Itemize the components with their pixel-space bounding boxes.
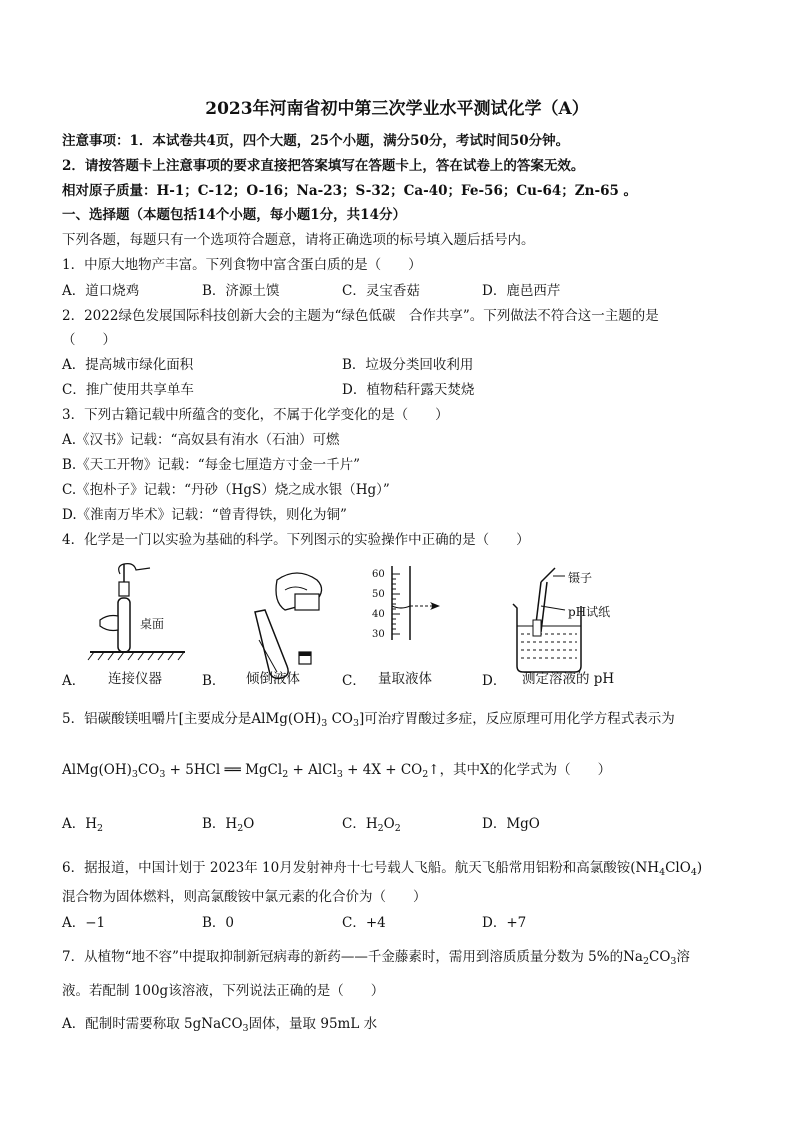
- q2-option-c: C．推广使用共享单车: [62, 382, 194, 398]
- caption-measure-liquid: 量取液体: [378, 671, 432, 687]
- q3-option-b: B.《天工开物》记载：“每金七厘造方寸金一千片”: [62, 457, 361, 473]
- q7-formula: $Na_2CO_3$: [623, 949, 677, 967]
- q5-formula: $AlMg(OH)_3$ $CO_3$: [251, 711, 359, 729]
- q6-formula: $(NH_4ClO_4)$: [630, 860, 703, 878]
- q6-option-a: A．−1: [62, 915, 106, 931]
- q5-option-a-label: A．: [62, 816, 86, 832]
- q7-stem-2: 液。若配制 100g该溶液，下列说法正确的是（ ）: [62, 983, 385, 999]
- notice-line-1: 注意事项：1．本试卷共4页，四个大题，25个小题，满分50分，考试时间50分钟。: [62, 133, 570, 149]
- page-title: 2023年河南省初中第三次学业水平测试化学（A）: [205, 99, 589, 119]
- q5-option-b-label: B．: [202, 816, 226, 832]
- q5-option-c-label: C．: [342, 816, 366, 832]
- q5-option-a: A．$H_2$: [62, 816, 104, 834]
- q5-option-d: D．MgO: [482, 816, 540, 832]
- caption-measure-ph: 测定溶液的 pH: [522, 671, 615, 687]
- caption-connect-apparatus: 连接仪器: [108, 671, 162, 687]
- q2-stem-bracket: （ ）: [62, 332, 116, 348]
- q7-option-a: [62, 1015, 742, 1033]
- q6-stem: [62, 859, 742, 877]
- q7-stem-end: 溶: [676, 949, 690, 965]
- desk-label: 桌面: [140, 617, 165, 631]
- cylinder-tick-50: 50: [372, 589, 385, 600]
- q1-option-a: A．道口烧鸡: [62, 283, 140, 299]
- q3-option-c: C.《抱朴子》记载：“丹砂（HgS）烧之成水银（Hg）”: [62, 482, 390, 498]
- q6-option-b: B．0: [202, 915, 235, 931]
- notice-line-2: 2．请按答题卡上注意事项的要求直接把答案填写在答题卡上，答在试卷上的答案无效。: [62, 158, 585, 174]
- q5-equation-tail: ，其中X的化学式为（ ）: [439, 762, 612, 778]
- q2-stem: 2．2022绿色发展国际科技创新大会的主题为“绿色低碳 合作共享”。下列做法不符合这一主题的是: [62, 308, 659, 324]
- q7-stem: [62, 948, 742, 966]
- q7-stem-text: 7．从植物“地不容”中提取抑制新冠病毒的新药——千金藤素时，需用到溶质质量分数为 5%的: [62, 949, 624, 965]
- cylinder-tick-40: 40: [372, 609, 385, 620]
- cylinder-tick-60: 60: [372, 569, 385, 580]
- q5-stem: [62, 710, 742, 728]
- q2-option-b: B．垃圾分类回收利用: [342, 357, 474, 373]
- section-intro: 下列各题，每题只有一个选项符合题意，请将正确选项的标号填入题后括号内。: [62, 232, 535, 248]
- q1-option-c: C．灵宝香菇: [342, 283, 420, 299]
- q1-option-b: B．济源土馍: [202, 283, 280, 299]
- q6-option-d: D．+7: [482, 915, 527, 931]
- caption-pour-liquid: 倾倒液体: [246, 671, 300, 687]
- tweezers-label: 镊子: [568, 571, 593, 585]
- q4-option-b: B．: [202, 673, 226, 689]
- q3-option-d: D.《淮南万毕术》记载：“曾青得铁，则化为铜”: [62, 507, 347, 523]
- q5-option-c: C．$H_2O_2$: [342, 816, 401, 834]
- q5-equation: [62, 761, 742, 779]
- section-heading: 一、选择题（本题包括14个小题，每小题1分，共14分）: [62, 207, 406, 223]
- q7-option-a-post: 固体，量取 95mL 水: [248, 1016, 378, 1032]
- notice-line-3: 相对原子质量：H-1；C-12；O-16；Na-23；S-32；Ca-40；Fe-56；Cu-64；Zn-65 。: [62, 183, 638, 199]
- q4-option-a: A．: [62, 673, 86, 689]
- q5-stem-pre: 5．铝碳酸镁咀嚼片[主要成分是: [62, 711, 252, 727]
- q6-option-c: C．+4: [342, 915, 386, 931]
- q3-stem: 3．下列古籍记载中所蕴含的变化，不属于化学变化的是（ ）: [62, 407, 449, 423]
- q7-option-a-pre: A．配制时需要称取 5g: [62, 1016, 202, 1032]
- q3-option-a: A.《汉书》记载：“高奴县有洧水（石油）可燃: [62, 432, 340, 448]
- q6-stem-2: 混合物为固体燃料，则高氯酸铵中氯元素的化合价为（ ）: [62, 889, 427, 905]
- q5-option-b: B．$H_2O$: [202, 816, 255, 834]
- ph-paper-label: pH试纸: [568, 605, 611, 619]
- q5-equation-formula: $AlMg(OH)_3CO_3 + 5HCl$ ══ MgCl$_2$ + AlCl$_3$ + $4X + CO_2↑$: [62, 762, 440, 780]
- cylinder-tick-30: 30: [372, 629, 385, 640]
- q5-stem-post: ]可治疗胃酸过多症，反应原理可用化学方程式表示为: [359, 711, 675, 727]
- q4-option-d: D．: [482, 673, 507, 689]
- q4-option-c: C．: [342, 673, 366, 689]
- q6-stem-text: 6．据报道，中国计划于 2023年 10月发射神舟十七号载人飞船。航天飞船常用铝粉和高氯酸铵: [62, 860, 631, 876]
- q2-option-d: D．植物秸秆露天焚烧: [342, 382, 475, 398]
- q2-option-a: A．提高城市绿化面积: [62, 357, 194, 373]
- q1-option-d: D．鹿邑西芹: [482, 283, 561, 299]
- q4-stem: 4．化学是一门以实验为基础的科学。下列图示的实验操作中正确的是（ ）: [62, 532, 530, 548]
- q7-option-a-formula: NaCO$_3$: [201, 1016, 249, 1034]
- q1-stem: 1．中原大地物产丰富。下列食物中富含蛋白质的是（ ）: [62, 257, 422, 273]
